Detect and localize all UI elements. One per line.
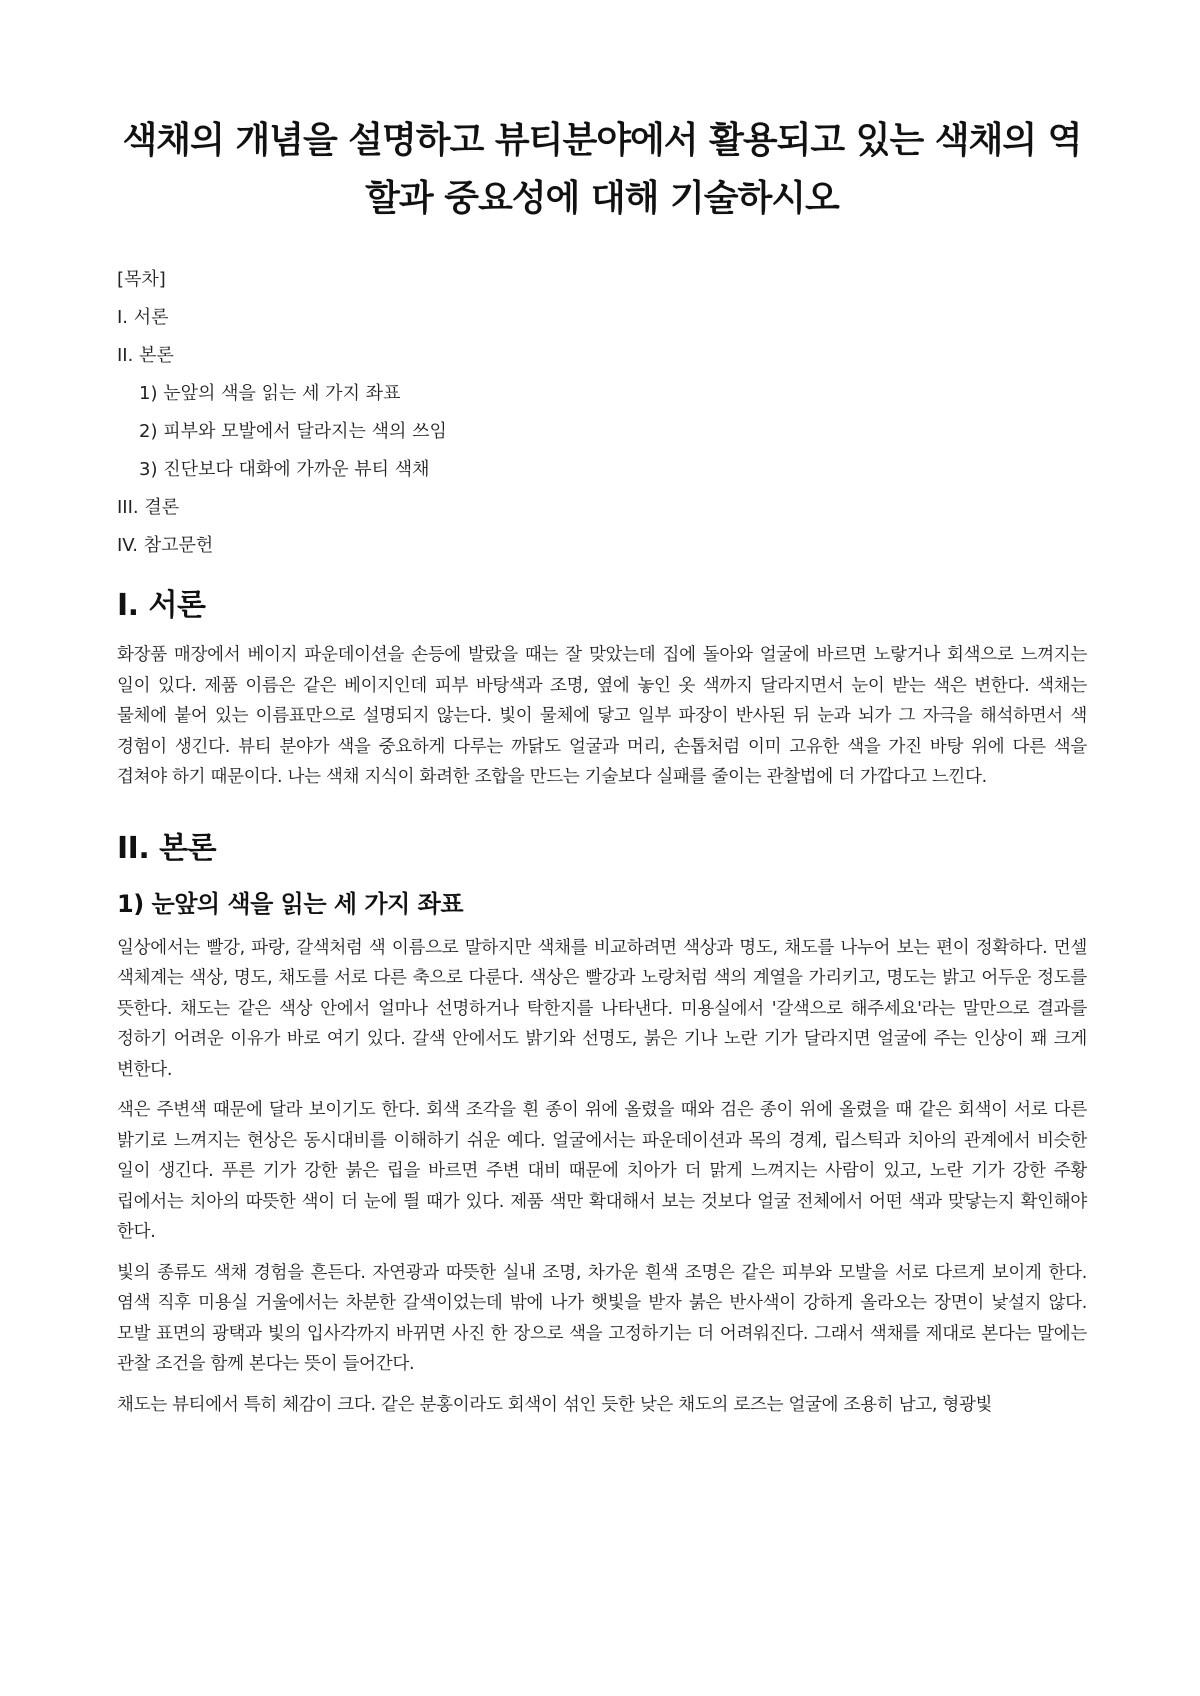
paragraph: 빛의 종류도 색채 경험을 흔든다. 자연광과 따뜻한 실내 조명, 차가운 흰색 조명은 같은 피부와 모발을 서로 다르게 보이게 한다. 염색 직후 미용실 거울에서는 차분한 갈색이었는데 밖에 나가 햇빛을 받자 붉은 반사색이 강하게 올라오는 장면이 낯설지 않다. 모발 표면의 광택과 빛의 입사각까지 바뀌면 사진 한 장으로 색을 고정하기는 더 어려워진다. 그래서 색채를 제대로 본다는 말에는 관찰 조건을 함께 본다는 뜻이 들어간다.	[117, 1262, 1087, 1374]
toc-item-references: IV. 참고문헌	[117, 535, 214, 556]
document-title: 색채의 개념을 설명하고 뷰티분야에서 활용되고 있는 색채의 역할과 중요성에 대해 기술하시오	[122, 120, 1082, 219]
paragraph: 화장품 매장에서 베이지 파운데이션을 손등에 발랐을 때는 잘 맞았는데 집에 돌아와 얼굴에 바르면 노랗거나 회색으로 느껴지는 일이 있다. 제품 이름은 같은 베이지인데 피부 바탕색과 조명, 옆에 놓인 옷 색까지 달라지면서 눈이 받는 색은 변한다. 색채는 물체에 붙어 있는 이름표만으로 설명되지 않는다. 빛이 물체에 닿고 일부 파장이 반사된 뒤 눈과 뇌가 그 자극을 해석하면서 색 경험이 생긴다. 뷰티 분야가 색을 중요하게 다루는 까닭도 얼굴과 머리, 손톱처럼 이미 고유한 색을 가진 바탕 위에 다른 색을 겹쳐야 하기 때문이다. 나는 색채 지식이 화려한 조합을 만드는 기술보다 실패를 줄이는 관찰법에 더 가깝다고 느낀다.	[117, 645, 1087, 787]
paragraph: 일상에서는 빨강, 파랑, 갈색처럼 색 이름으로 말하지만 색채를 비교하려면 색상과 명도, 채도를 나누어 보는 편이 정확하다. 먼셀 색체계는 색상, 명도, 채도를 서로 다른 축으로 다룬다. 색상은 빨강과 노랑처럼 색의 계열을 가리키고, 명도는 밝고 어두운 정도를 뜻한다. 채도는 같은 색상 안에서 얼마나 선명하거나 탁한지를 나타낸다. 미용실에서 '갈색으로 해주세요'라는 말만으로 결과를 정하기 어려운 이유가 바로 여기 있다. 갈색 안에서도 밝기와 선명도, 붉은 기나 노란 기가 달라지면 얼굴에 주는 인상이 꽤 크게 변한다.	[117, 937, 1087, 1080]
section-body	[117, 829, 1087, 1421]
document-page	[117, 112, 1087, 1430]
subsection-heading: 1) 눈앞의 색을 읽는 세 가지 좌표	[117, 889, 464, 918]
table-of-contents	[117, 268, 1087, 558]
toc-item-conclusion: III. 결론	[117, 497, 180, 518]
paragraph: 색은 주변색 때문에 달라 보이기도 한다. 회색 조각을 흰 종이 위에 올렸을 때와 검은 종이 위에 올렸을 때 같은 회색이 서로 다른 밝기로 느껴지는 현상은 동시대비를 이해하기 쉬운 예다. 얼굴에서는 파운데이션과 목의 경계, 립스틱과 치아의 관계에서 비슷한 일이 생긴다. 푸른 기가 강한 붉은 립을 바르면 주변 대비 때문에 치아가 더 맑게 느껴지는 사람이 있고, 노란 기가 강한 주황 립에서는 치아의 따뜻한 색이 더 눈에 띌 때가 있다. 제품 색만 확대해서 보는 것보다 얼굴 전체에서 어떤 색과 맞닿는지 확인해야 한다.	[117, 1100, 1087, 1242]
section-heading-body: II. 본론	[117, 830, 217, 866]
toc-item-body: II. 본론	[117, 345, 174, 366]
subsection-body-1	[117, 887, 1087, 1421]
section-heading-intro: I. 서론	[117, 588, 206, 623]
toc-item-body-1: 1) 눈앞의 색을 읽는 세 가지 좌표	[139, 383, 401, 404]
toc-item-intro: I. 서론	[117, 307, 169, 328]
toc-item-body-3: 3) 진단보다 대화에 가까운 뷰티 색채	[139, 459, 430, 480]
toc-item-body-2: 2) 피부와 모발에서 달라지는 색의 쓰임	[139, 421, 447, 442]
toc-heading: [목차]	[117, 269, 166, 290]
section-intro	[117, 586, 1087, 793]
paragraph: 채도는 뷰티에서 특히 체감이 크다. 같은 분홍이라도 회색이 섞인 듯한 낮은 채도의 로즈는 얼굴에 조용히 남고, 형광빛	[117, 1394, 993, 1415]
